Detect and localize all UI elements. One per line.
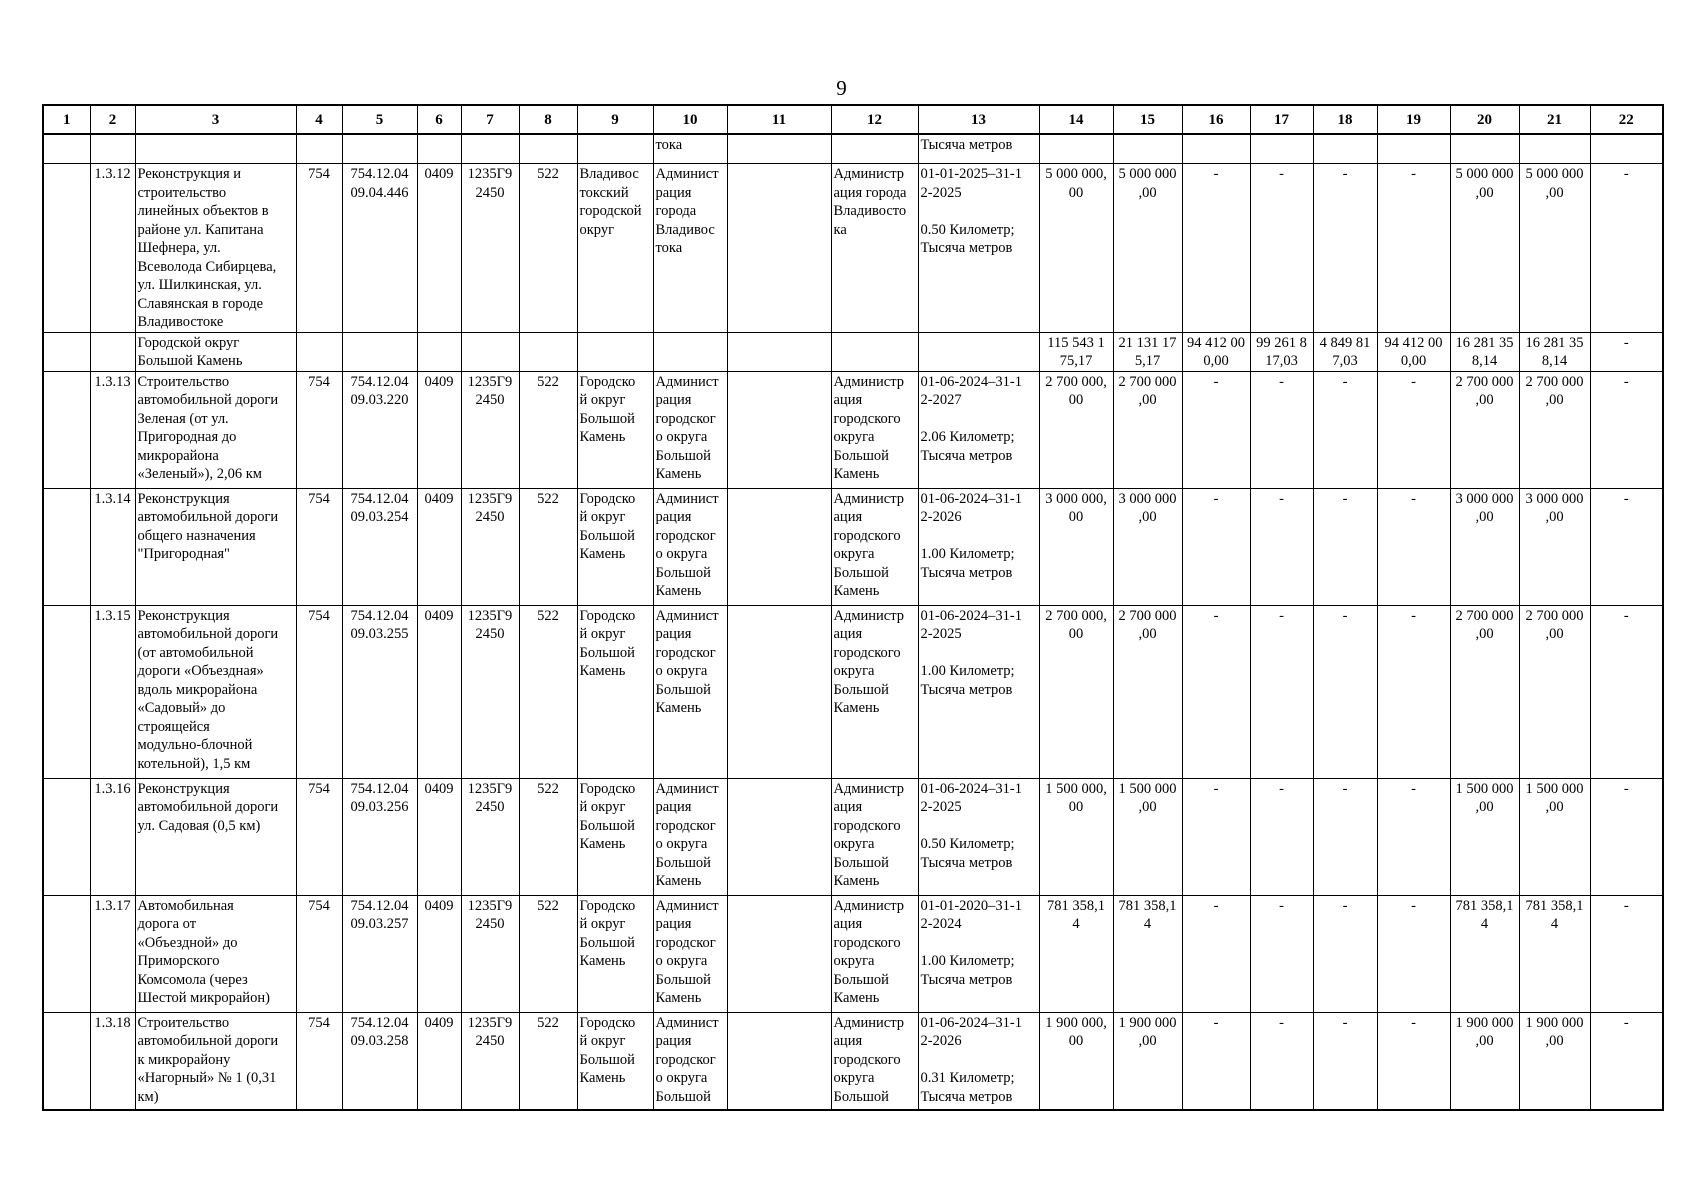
cell-c7: 1235Г9 2450 [461, 1012, 519, 1110]
cell-c5: 754.12.04 09.03.256 [342, 778, 417, 895]
cell-c21: 5 000 000 ,00 [1519, 164, 1590, 333]
cell-c8: 522 [519, 371, 577, 488]
column-header-3: 3 [135, 105, 296, 134]
subtotal-c19: 94 412 00 0,00 [1377, 332, 1450, 371]
cell-c8: 522 [519, 488, 577, 605]
cell-c9: Городско й округ Большой Камень [577, 605, 653, 778]
cell-c10: Админист рация города Владивос тока [653, 164, 727, 333]
cell-c1 [43, 332, 90, 371]
cell-c16: - [1182, 778, 1250, 895]
cell-c6: 0409 [417, 605, 461, 778]
cell-c2 [90, 134, 135, 164]
cell-c16: - [1182, 488, 1250, 605]
cell-c18 [1313, 134, 1377, 164]
cell-c12 [831, 134, 918, 164]
cell-c13: 01-06-2024–31-1 2-2025 0.50 Километр; Тысяча метров [918, 778, 1039, 895]
cell-c13: 01-01-2020–31-1 2-2024 1.00 Километр; Тысяча метров [918, 895, 1039, 1012]
cell-c9: Городско й округ Большой Камень [577, 371, 653, 488]
cell-c6: 0409 [417, 778, 461, 895]
column-header-22: 22 [1590, 105, 1663, 134]
cell-c10: Админист рация городског о округа Большой [653, 1012, 727, 1110]
cell-c1 [43, 134, 90, 164]
cell-c11 [727, 605, 831, 778]
cell-c11 [727, 164, 831, 333]
table-row [43, 895, 1663, 1012]
cell-c10: Админист рация городског о округа Большой Камень [653, 778, 727, 895]
column-header-17: 17 [1250, 105, 1313, 134]
cell-c5: 754.12.04 09.03.257 [342, 895, 417, 1012]
cell-c20: 3 000 000 ,00 [1450, 488, 1519, 605]
cell-c10: тока [653, 134, 727, 164]
row-number: 1.3.13 [90, 371, 135, 488]
subtotal-c16: 94 412 00 0,00 [1182, 332, 1250, 371]
row-number: 1.3.16 [90, 778, 135, 895]
cell-c11 [727, 134, 831, 164]
cell-c19: - [1377, 778, 1450, 895]
cell-c22: - [1590, 1012, 1663, 1110]
column-header-7: 7 [461, 105, 519, 134]
cell-c9: Городско й округ Большой Камень [577, 895, 653, 1012]
column-header-1: 1 [43, 105, 90, 134]
cell-c14: 3 000 000, 00 [1039, 488, 1113, 605]
cell-c11 [727, 488, 831, 605]
cell-c22: - [1590, 778, 1663, 895]
cell-c14: 2 700 000, 00 [1039, 371, 1113, 488]
cell-c21: 781 358,1 4 [1519, 895, 1590, 1012]
cell-c12: Администр ация городского округа Большой Камень [831, 778, 918, 895]
cell-c9: Городско й округ Большой Камень [577, 778, 653, 895]
cell-c10: Админист рация городског о округа Большой Камень [653, 895, 727, 1012]
cell-c1 [43, 778, 90, 895]
column-header-8: 8 [519, 105, 577, 134]
cell-c13: Тысяча метров [918, 134, 1039, 164]
cell-c20: 781 358,1 4 [1450, 895, 1519, 1012]
cell-c6 [417, 332, 461, 371]
cell-c8: 522 [519, 895, 577, 1012]
cell-c12: Администр ация городского округа Большой Камень [831, 895, 918, 1012]
column-header-15: 15 [1113, 105, 1182, 134]
cell-c11 [727, 1012, 831, 1110]
cell-c22 [1590, 134, 1663, 164]
cell-c16: - [1182, 371, 1250, 488]
cell-c15: 3 000 000 ,00 [1113, 488, 1182, 605]
cell-c10: Админист рация городског о округа Большой Камень [653, 488, 727, 605]
cell-c3 [135, 134, 296, 164]
cell-c15: 2 700 000 ,00 [1113, 371, 1182, 488]
cell-c21: 3 000 000 ,00 [1519, 488, 1590, 605]
table-row [43, 488, 1663, 605]
cell-c1 [43, 605, 90, 778]
cell-c15: 781 358,1 4 [1113, 895, 1182, 1012]
column-header-13: 13 [918, 105, 1039, 134]
cell-c16: - [1182, 895, 1250, 1012]
cell-c20 [1450, 134, 1519, 164]
cell-c21: 2 700 000 ,00 [1519, 605, 1590, 778]
subtotal-c21: 16 281 35 8,14 [1519, 332, 1590, 371]
cell-c6: 0409 [417, 164, 461, 333]
cell-c12: Администр ация города Владивосто ка [831, 164, 918, 333]
cell-c19: - [1377, 371, 1450, 488]
cell-c15: 5 000 000 ,00 [1113, 164, 1182, 333]
cell-c4: 754 [296, 895, 342, 1012]
subtotal-c22: - [1590, 332, 1663, 371]
cell-c7: 1235Г9 2450 [461, 895, 519, 1012]
cell-c2 [90, 332, 135, 371]
cell-c7 [461, 134, 519, 164]
cell-c16: - [1182, 1012, 1250, 1110]
cell-c13: 01-06-2024–31-1 2-2026 1.00 Километр; Тысяча метров [918, 488, 1039, 605]
object-name: Реконструкция автомобильной дороги (от автомобильной дороги «Объездная» вдоль микрорайона «Садовый» до строящейся модульно-блочной котельной), 1,5 км [135, 605, 296, 778]
cell-c1 [43, 488, 90, 605]
table-row [43, 371, 1663, 488]
cell-c13: 01-06-2024–31-1 2-2027 2.06 Километр; Тысяча метров [918, 371, 1039, 488]
cell-c17: - [1250, 1012, 1313, 1110]
column-header-14: 14 [1039, 105, 1113, 134]
cell-c16: - [1182, 164, 1250, 333]
cell-c6 [417, 134, 461, 164]
cell-c20: 1 900 000 ,00 [1450, 1012, 1519, 1110]
column-header-19: 19 [1377, 105, 1450, 134]
column-header-21: 21 [1519, 105, 1590, 134]
cell-c4: 754 [296, 1012, 342, 1110]
subtotal-c17: 99 261 8 17,03 [1250, 332, 1313, 371]
cell-c21: 1 900 000 ,00 [1519, 1012, 1590, 1110]
column-number-row [43, 105, 1663, 134]
cell-c4 [296, 332, 342, 371]
cell-c8: 522 [519, 778, 577, 895]
cell-c1 [43, 895, 90, 1012]
column-header-4: 4 [296, 105, 342, 134]
cell-c9 [577, 332, 653, 371]
row-number: 1.3.15 [90, 605, 135, 778]
cell-c5 [342, 332, 417, 371]
cell-c20: 1 500 000 ,00 [1450, 778, 1519, 895]
cell-c7: 1235Г9 2450 [461, 371, 519, 488]
cell-c21: 2 700 000 ,00 [1519, 371, 1590, 488]
cell-c17 [1250, 134, 1313, 164]
cell-c8 [519, 332, 577, 371]
cell-c6: 0409 [417, 895, 461, 1012]
cell-c1 [43, 1012, 90, 1110]
cell-c20: 2 700 000 ,00 [1450, 371, 1519, 488]
cell-c7: 1235Г9 2450 [461, 164, 519, 333]
column-header-16: 16 [1182, 105, 1250, 134]
cell-c18: - [1313, 1012, 1377, 1110]
cell-c11 [727, 371, 831, 488]
cell-c10: Админист рация городског о округа Большой Камень [653, 605, 727, 778]
cell-c17: - [1250, 371, 1313, 488]
cell-c5: 754.12.04 09.03.220 [342, 371, 417, 488]
table-row [43, 605, 1663, 778]
cell-c22: - [1590, 371, 1663, 488]
subtotal-row [43, 332, 1663, 371]
cell-c10 [653, 332, 727, 371]
cell-c6: 0409 [417, 488, 461, 605]
column-header-12: 12 [831, 105, 918, 134]
row-number: 1.3.18 [90, 1012, 135, 1110]
cell-c7: 1235Г9 2450 [461, 488, 519, 605]
cell-c8: 522 [519, 164, 577, 333]
object-name: Реконструкция автомобильной дороги общего назначения "Пригородная" [135, 488, 296, 605]
cell-c12: Администр ация городского округа Большой Камень [831, 371, 918, 488]
cell-c19 [1377, 134, 1450, 164]
cell-c5: 754.12.04 09.03.258 [342, 1012, 417, 1110]
cell-c18: - [1313, 778, 1377, 895]
cell-c18: - [1313, 164, 1377, 333]
cell-c5 [342, 134, 417, 164]
cell-c12 [831, 332, 918, 371]
cell-c8 [519, 134, 577, 164]
column-header-18: 18 [1313, 105, 1377, 134]
cell-c22: - [1590, 488, 1663, 605]
cell-c15: 1 500 000 ,00 [1113, 778, 1182, 895]
cell-c9: Городско й округ Большой Камень [577, 1012, 653, 1110]
cell-c15 [1113, 134, 1182, 164]
subtotal-c15: 21 131 17 5,17 [1113, 332, 1182, 371]
cell-c14 [1039, 134, 1113, 164]
cell-c12: Администр ация городского округа Большой Камень [831, 605, 918, 778]
cell-c18: - [1313, 605, 1377, 778]
cell-c5: 754.12.04 09.03.255 [342, 605, 417, 778]
cell-c18: - [1313, 488, 1377, 605]
cell-c19: - [1377, 488, 1450, 605]
cell-c22: - [1590, 605, 1663, 778]
cell-c13: 01-06-2024–31-1 2-2025 1.00 Километр; Тысяча метров [918, 605, 1039, 778]
page-number: 9 [836, 76, 847, 100]
cell-c13 [918, 332, 1039, 371]
cell-c17: - [1250, 895, 1313, 1012]
cell-c13: 01-01-2025–31-1 2-2025 0.50 Километр; Тысяча метров [918, 164, 1039, 333]
cell-c19: - [1377, 164, 1450, 333]
column-header-10: 10 [653, 105, 727, 134]
cell-c4: 754 [296, 371, 342, 488]
cell-c17: - [1250, 778, 1313, 895]
cell-c11 [727, 332, 831, 371]
cell-c20: 5 000 000 ,00 [1450, 164, 1519, 333]
object-name: Автомобильная дорога от «Объездной» до Приморского Комсомола (через Шестой микрорайон) [135, 895, 296, 1012]
cell-c17: - [1250, 164, 1313, 333]
cell-c22: - [1590, 895, 1663, 1012]
cell-c17: - [1250, 605, 1313, 778]
table-row [43, 778, 1663, 895]
cell-c1 [43, 371, 90, 488]
cell-c9: Городско й округ Большой Камень [577, 488, 653, 605]
cell-c12: Администр ация городского округа Большой [831, 1012, 918, 1110]
object-name: Реконструкция и строительство линейных объектов в районе ул. Капитана Шефнера, ул. Всеволода Сибирцева, ул. Шилкинская, ул. Славянская в городе Владивостоке [135, 164, 296, 333]
cell-c14: 1 900 000, 00 [1039, 1012, 1113, 1110]
column-header-6: 6 [417, 105, 461, 134]
object-name: Строительство автомобильной дороги к микрорайону «Нагорный» № 1 (0,31 км) [135, 1012, 296, 1110]
cell-c9: Владивос токский городской округ [577, 164, 653, 333]
cell-c4: 754 [296, 488, 342, 605]
cell-c20: 2 700 000 ,00 [1450, 605, 1519, 778]
row-number: 1.3.17 [90, 895, 135, 1012]
cell-c15: 2 700 000 ,00 [1113, 605, 1182, 778]
continuation-row [43, 134, 1663, 164]
table-row [43, 164, 1663, 333]
cell-c11 [727, 778, 831, 895]
cell-c7: 1235Г9 2450 [461, 778, 519, 895]
cell-c4: 754 [296, 164, 342, 333]
cell-c13: 01-06-2024–31-1 2-2026 0.31 Километр; Тысяча метров [918, 1012, 1039, 1110]
cell-c12: Администр ация городского округа Большой Камень [831, 488, 918, 605]
cell-c14: 781 358,1 4 [1039, 895, 1113, 1012]
row-number: 1.3.12 [90, 164, 135, 333]
cell-c14: 2 700 000, 00 [1039, 605, 1113, 778]
column-header-5: 5 [342, 105, 417, 134]
column-header-11: 11 [727, 105, 831, 134]
cell-c1 [43, 164, 90, 333]
cell-c17: - [1250, 488, 1313, 605]
cell-c18: - [1313, 895, 1377, 1012]
cell-c5: 754.12.04 09.03.254 [342, 488, 417, 605]
cell-c5: 754.12.04 09.04.446 [342, 164, 417, 333]
row-number: 1.3.14 [90, 488, 135, 605]
cell-c14: 1 500 000, 00 [1039, 778, 1113, 895]
subtotal-c14: 115 543 1 75,17 [1039, 332, 1113, 371]
subtotal-label: Городской округ Большой Камень [135, 332, 296, 371]
cell-c8: 522 [519, 605, 577, 778]
cell-c7 [461, 332, 519, 371]
cell-c4: 754 [296, 605, 342, 778]
cell-c6: 0409 [417, 371, 461, 488]
cell-c7: 1235Г9 2450 [461, 605, 519, 778]
cell-c4: 754 [296, 778, 342, 895]
investment-table [42, 104, 1664, 1111]
table-row [43, 1012, 1663, 1110]
cell-c11 [727, 895, 831, 1012]
cell-c14: 5 000 000, 00 [1039, 164, 1113, 333]
column-header-9: 9 [577, 105, 653, 134]
cell-c22: - [1590, 164, 1663, 333]
cell-c10: Админист рация городског о округа Большой Камень [653, 371, 727, 488]
cell-c21 [1519, 134, 1590, 164]
cell-c4 [296, 134, 342, 164]
cell-c8: 522 [519, 1012, 577, 1110]
column-header-20: 20 [1450, 105, 1519, 134]
cell-c16 [1182, 134, 1250, 164]
cell-c6: 0409 [417, 1012, 461, 1110]
object-name: Строительство автомобильной дороги Зеленая (от ул. Пригородная до микрорайона «Зеленый»), 2,06 км [135, 371, 296, 488]
subtotal-c18: 4 849 81 7,03 [1313, 332, 1377, 371]
cell-c19: - [1377, 895, 1450, 1012]
subtotal-c20: 16 281 35 8,14 [1450, 332, 1519, 371]
cell-c15: 1 900 000 ,00 [1113, 1012, 1182, 1110]
cell-c16: - [1182, 605, 1250, 778]
object-name: Реконструкция автомобильной дороги ул. Садовая (0,5 км) [135, 778, 296, 895]
cell-c19: - [1377, 605, 1450, 778]
cell-c18: - [1313, 371, 1377, 488]
cell-c19: - [1377, 1012, 1450, 1110]
cell-c9 [577, 134, 653, 164]
column-header-2: 2 [90, 105, 135, 134]
cell-c21: 1 500 000 ,00 [1519, 778, 1590, 895]
